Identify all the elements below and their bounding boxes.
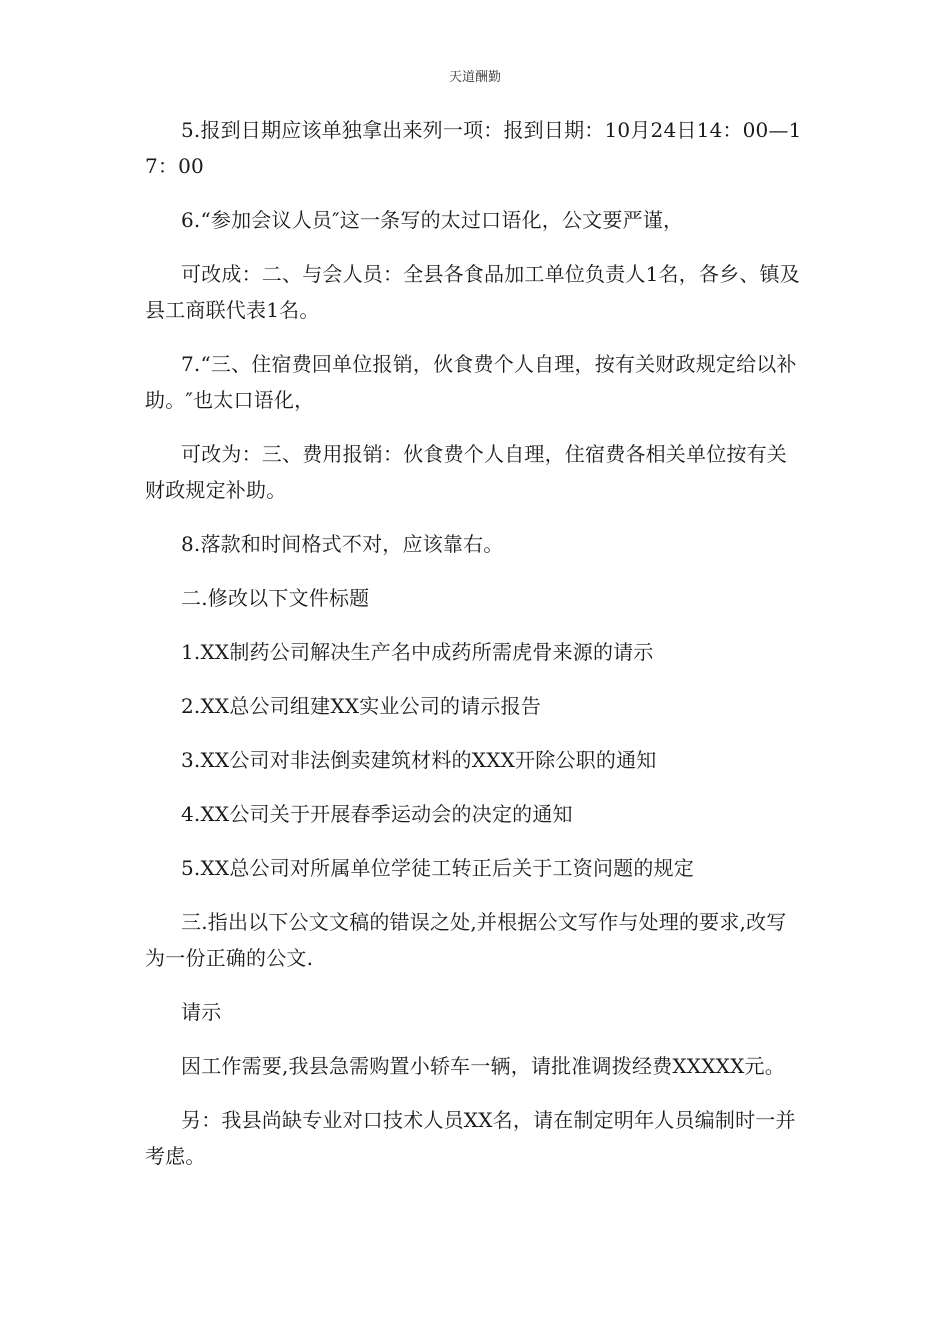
paragraph-2: 6.“参加会议人员″这一条写的太过口语化，公文要严谨， [181,208,684,232]
title-item-3: 3.XX公司对非法倒卖建筑材料的XXX开除公职的通知 [181,748,657,772]
draft-paragraph-2: 另：我县尚缺专业对口技术人员XX名，请在制定明年人员编制时一并考虑。 [145,1108,796,1168]
paragraph-3: 可改成：二、与会人员：全县各食品加工单位负责人1名，各乡、镇及县工商联代表1名。 [145,262,800,322]
page-header: 天道酬勤 [448,70,501,85]
paragraph-5: 可改为：三、费用报销：伙食费个人自理，住宿费各相关单位按有关财政规定补助。 [145,442,787,502]
title-item-4: 4.XX公司关于开展春季运动会的决定的通知 [181,802,573,826]
paragraph-6: 8.落款和时间格式不对，应该靠右。 [181,532,504,556]
paragraph-4: 7.“三、住宿费回单位报销，伙食费个人自理，按有关财政规定给以补助。″也太口语化， [145,352,797,412]
section-heading-2: 二.修改以下文件标题 [181,586,370,610]
section-heading-3: 三.指出以下公文文稿的错误之处,并根据公文写作与处理的要求,改写为一份正确的公文. [145,910,787,970]
title-item-1: 1.XX制药公司解决生产名中成药所需虎骨来源的请示 [181,640,654,664]
draft-paragraph-1: 因工作需要,我县急需购置小轿车一辆，请批准调拨经费XXXXX元。 [181,1054,785,1078]
draft-title: 请示 [181,1000,222,1024]
paragraph-1: 5.报到日期应该单独拿出来列一项：报到日期：10月24日14：00—17：00 [145,118,802,178]
title-item-2: 2.XX总公司组建XX实业公司的请示报告 [181,694,542,718]
title-item-5: 5.XX总公司对所属单位学徒工转正后关于工资问题的规定 [181,856,694,880]
document-body [145,112,805,1192]
